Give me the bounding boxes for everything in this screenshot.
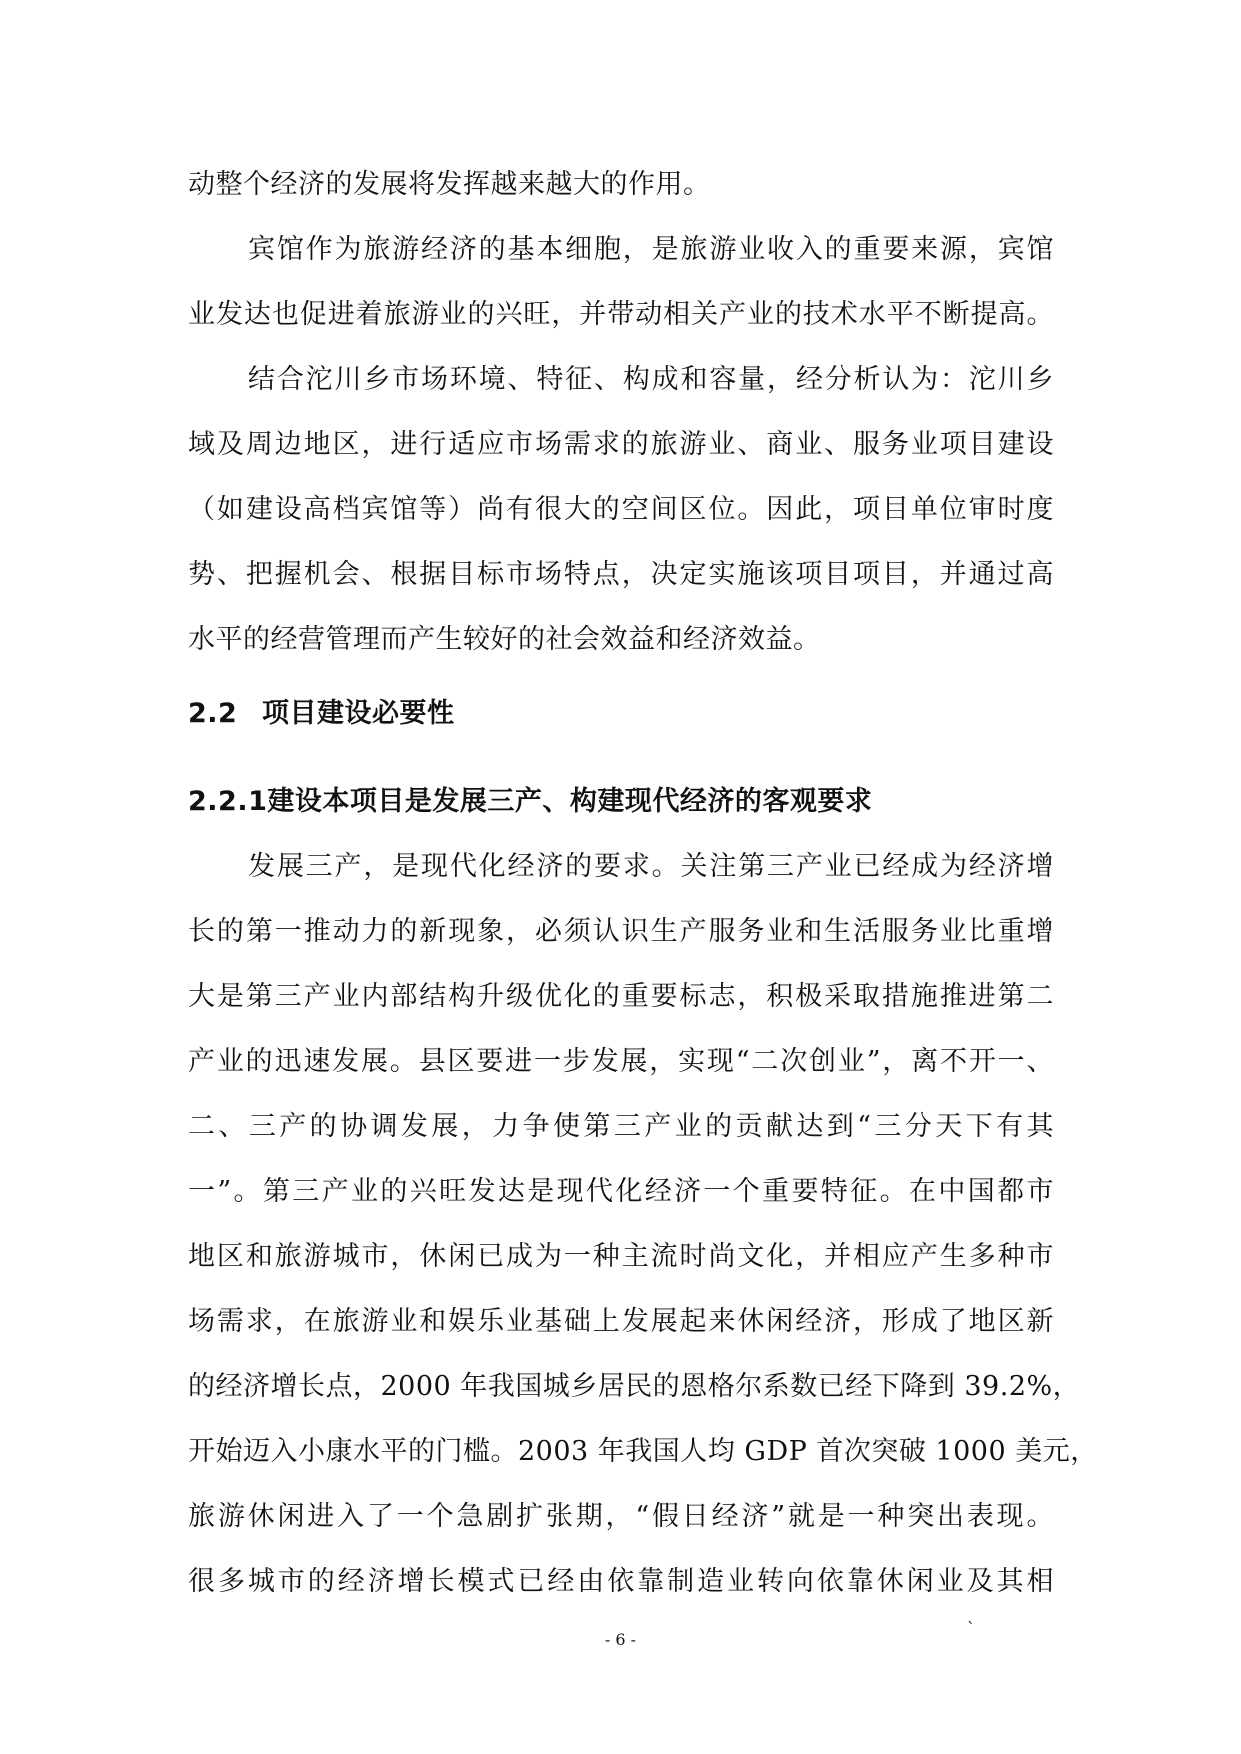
section-heading	[188, 697, 455, 731]
body-line: 开始迈入小康水平的门槛。2003 年我国人均 GDP 首次突破 1000 美元，	[188, 1436, 1098, 1467]
body-line: 很多城市的经济增长模式已经由依靠制造业转向依靠休闲业及其相	[188, 1566, 1054, 1597]
section-number: 2.2	[188, 698, 238, 729]
body-line: 地区和旅游城市，休闲已成为一种主流时尚文化，并相应产生多种市	[188, 1241, 1054, 1272]
paragraph-line: 水平的经营管理而产生较好的社会效益和经济效益。	[188, 624, 821, 655]
body-line: 旅游休闲进入了一个急剧扩张期，“假日经济”就是一种突出表现。	[188, 1501, 1054, 1532]
subsection-heading	[188, 785, 872, 819]
body-line: 大是第三产业内部结构升级优化的重要标志，积极采取措施推进第二	[188, 981, 1054, 1012]
body-line: 发展三产，是现代化经济的要求。关注第三产业已经成为经济增	[248, 851, 1054, 882]
corner-mark: `	[967, 1619, 975, 1638]
body-line: 一”。第三产业的兴旺发达是现代化经济一个重要特征。在中国都市	[188, 1176, 1054, 1207]
paragraph-line: 势、把握机会、根据目标市场特点，决定实施该项目项目，并通过高	[188, 559, 1054, 590]
page-number: - 6 -	[604, 1630, 637, 1649]
paragraph-line: 域及周边地区，进行适应市场需求的旅游业、商业、服务业项目建设	[188, 429, 1054, 460]
paragraph-line: 宾馆作为旅游经济的基本细胞，是旅游业收入的重要来源，宾馆	[248, 234, 1054, 265]
body-line: 的经济增长点，2000 年我国城乡居民的恩格尔系数已经下降到 39.2%，	[188, 1371, 1081, 1402]
subsection-title: 建设本项目是发展三产、构建现代经济的客观要求	[267, 786, 873, 817]
paragraph-line: （如建设高档宾馆等）尚有很大的空间区位。因此，项目单位审时度	[188, 494, 1054, 525]
body-line: 场需求，在旅游业和娱乐业基础上发展起来休闲经济，形成了地区新	[188, 1306, 1054, 1337]
body-line: 产业的迅速发展。县区要进一步发展，实现“二次创业”，离不开一、	[188, 1046, 1054, 1077]
paragraph-line: 结合沱川乡市场环境、特征、构成和容量，经分析认为：沱川乡	[248, 364, 1054, 395]
paragraph-line: 动整个经济的发展将发挥越来越大的作用。	[188, 169, 711, 200]
paragraph-line: 业发达也促进着旅游业的兴旺，并带动相关产业的技术水平不断提高。	[188, 299, 1054, 330]
section-title: 项目建设必要性	[262, 698, 455, 729]
subsection-number: 2.2.1	[188, 786, 268, 817]
body-line: 长的第一推动力的新现象，必须认识生产服务业和生活服务业比重增	[188, 916, 1054, 947]
body-line: 二、三产的协调发展，力争使第三产业的贡献达到“三分天下有其	[188, 1111, 1054, 1142]
